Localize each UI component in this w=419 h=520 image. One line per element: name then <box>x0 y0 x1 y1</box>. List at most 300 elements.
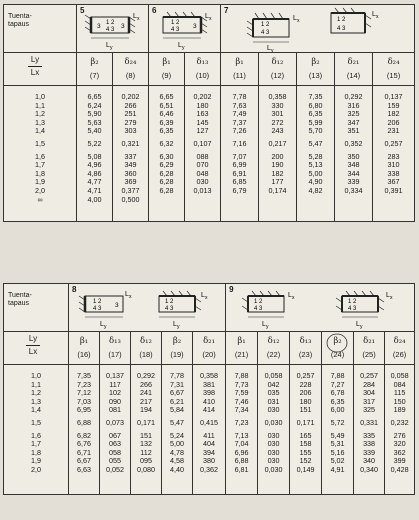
table-cell: 5,00 <box>308 168 323 178</box>
table-cell: 190 <box>271 160 284 170</box>
table-cell: 132 <box>140 439 152 449</box>
table-cell: 1,3 <box>35 117 45 127</box>
table-cell: 5,47 <box>170 417 184 427</box>
svg-text:L: L <box>125 291 129 298</box>
table-cell: 0,358 <box>268 92 287 101</box>
table-cell: 042 <box>267 379 280 389</box>
column-header: δ₂₄ (8) <box>113 53 149 86</box>
table-cell: 0,428 <box>390 464 409 474</box>
svg-text:y: y <box>110 45 113 51</box>
table-cell: 180 <box>196 100 209 110</box>
table-cell: 410 <box>203 396 216 406</box>
table-cell: 5,90 <box>87 109 102 119</box>
table-cell: 151 <box>299 405 312 415</box>
table-cell: 7,12 <box>77 388 91 398</box>
table-cell: 330 <box>271 100 284 110</box>
table-cell: 310 <box>387 160 400 170</box>
table-cell: 0,232 <box>390 417 409 427</box>
table-cell: 1,2 <box>31 388 41 398</box>
table-cell: 7,78 <box>170 371 184 380</box>
table-cell: 6,91 <box>232 168 247 178</box>
table-cell: 155 <box>299 447 312 457</box>
table-cell: 7,23 <box>234 417 249 427</box>
svg-text:3: 3 <box>97 23 101 30</box>
svg-text:4 3: 4 3 <box>254 306 263 312</box>
table-cell: 283 <box>387 151 400 161</box>
table-cell: 316 <box>347 100 360 110</box>
svg-text:1 2: 1 2 <box>165 299 174 305</box>
table-cell: 348 <box>347 160 360 170</box>
table-cell: 325 <box>363 405 376 415</box>
table-cell: 6,35 <box>330 396 345 406</box>
column-header: β₂ (24) <box>322 332 354 365</box>
ratio-denominator: Lx <box>30 68 40 77</box>
table-cell: 1,3 <box>31 396 41 406</box>
table-cell: 7,37 <box>232 117 247 127</box>
column-header: δ₂₄ (26) <box>385 332 415 365</box>
table-cell: 0,202 <box>193 92 212 101</box>
value-column <box>162 365 193 495</box>
table-cell: 1,5 <box>35 138 45 148</box>
table-cell: 1,6 <box>35 151 45 161</box>
table-cell: 206 <box>299 388 312 398</box>
table-cell: 030 <box>267 456 280 466</box>
table-cell: 6,85 <box>232 177 247 187</box>
svg-text:y: y <box>266 324 269 330</box>
table-cell: 243 <box>271 126 284 136</box>
table-cell: 0,257 <box>296 371 315 380</box>
table-cell: 030 <box>267 405 280 415</box>
value-column <box>259 86 297 222</box>
table-cell: 6,00 <box>330 405 345 415</box>
svg-text:4 3: 4 3 <box>165 306 174 312</box>
table-cell: ∞ <box>37 194 43 204</box>
table-cell: 6,29 <box>159 160 174 170</box>
table-cell: 189 <box>393 405 406 415</box>
table-cell: 398 <box>203 388 216 398</box>
table-cell: 4,82 <box>308 185 323 195</box>
table-cell: 0,137 <box>106 371 124 380</box>
svg-text:3: 3 <box>121 23 125 30</box>
table-cell: 127 <box>196 126 209 136</box>
svg-text:L: L <box>356 321 360 328</box>
table-cell: 7,73 <box>234 379 249 389</box>
column-header: β₂ (13) <box>297 53 335 86</box>
table-cell: 340 <box>363 456 376 466</box>
case-number: 8 <box>72 285 77 294</box>
column-header: β₁ (21) <box>226 332 258 365</box>
svg-text:4 3: 4 3 <box>171 27 180 33</box>
svg-text:L: L <box>262 321 266 328</box>
table-cell: 182 <box>271 168 284 178</box>
svg-text:x: x <box>297 18 300 24</box>
table-cell: 6,81 <box>234 464 249 474</box>
svg-text:L: L <box>293 15 297 22</box>
svg-text:L: L <box>178 42 182 49</box>
case-number: 7 <box>224 6 229 15</box>
svg-text:4 3: 4 3 <box>261 30 270 36</box>
table-cell: 0,073 <box>106 417 124 427</box>
table-cell: 381 <box>203 379 216 389</box>
value-column <box>258 365 290 495</box>
table-cell: 0,107 <box>193 138 212 148</box>
svg-text:L: L <box>173 321 177 328</box>
table-cell: 6,24 <box>87 100 102 110</box>
table-cell: 150 <box>393 396 406 406</box>
table-cell: 6,35 <box>308 109 323 119</box>
value-column <box>77 86 113 222</box>
table-cell: 303 <box>124 126 137 136</box>
value-column <box>193 365 226 495</box>
value-column <box>385 365 415 495</box>
table-cell: 0,171 <box>296 417 315 427</box>
table-cell: 070 <box>196 160 209 170</box>
table-cell: 4,00 <box>87 194 102 204</box>
table-cell: 163 <box>196 109 209 119</box>
table-cell: 0,391 <box>384 185 403 195</box>
slab-panel-icon <box>69 284 226 331</box>
table-cell: 117 <box>109 379 121 389</box>
table-cell: 0,292 <box>137 371 155 380</box>
case-5-diagram <box>77 5 149 53</box>
table-cell: 344 <box>347 168 360 178</box>
table-cell: 6,39 <box>159 117 174 127</box>
svg-text:y: y <box>177 324 180 330</box>
svg-text:4 3: 4 3 <box>93 306 102 312</box>
column-header: β₁ (16) <box>69 332 100 365</box>
table-cell: 6,32 <box>159 138 174 148</box>
table-cell: 159 <box>387 100 400 110</box>
table-cell: 0,202 <box>121 92 140 101</box>
table-cell: 1,6 <box>31 430 41 440</box>
table-cell: 5,28 <box>308 151 323 161</box>
table-cell: 4,96 <box>87 160 102 170</box>
ratio-axis-header <box>4 53 77 86</box>
svg-text:L: L <box>288 292 292 299</box>
table-cell: 0,174 <box>268 185 287 195</box>
table-cell: 1,4 <box>31 405 41 415</box>
table-cell: 1,2 <box>35 109 45 119</box>
table-cell: 0,331 <box>360 417 379 427</box>
case-7-diagram <box>221 5 415 53</box>
table-cell: 7,13 <box>234 430 249 440</box>
table-cell: 5,49 <box>330 430 345 440</box>
table-cell: 6,78 <box>330 388 345 398</box>
table-cell: 1,0 <box>35 92 45 101</box>
table-cell: 5,22 <box>87 138 102 148</box>
table-cell: 0,058 <box>264 371 283 380</box>
svg-text:L: L <box>133 13 137 20</box>
table-cell: 088 <box>196 151 209 161</box>
svg-text:x: x <box>129 294 132 300</box>
slab-panel-icon <box>325 5 391 52</box>
table-cell: 217 <box>140 396 152 406</box>
table-cell: 5,84 <box>170 405 184 415</box>
table-cell: 4,58 <box>170 456 184 466</box>
svg-text:1 2: 1 2 <box>348 299 357 305</box>
table-cell: 338 <box>387 168 400 178</box>
column-header: δ₂₁ (25) <box>354 332 385 365</box>
table-cell: 251 <box>124 109 137 119</box>
table-cell: 0,217 <box>268 138 287 148</box>
table-cell: 030 <box>267 447 280 457</box>
table-cell: 279 <box>124 117 137 127</box>
value-column <box>354 365 385 495</box>
table-cell: 6,51 <box>159 100 174 110</box>
svg-text:L: L <box>100 321 104 328</box>
value-column <box>221 86 259 222</box>
table-cell: 1,9 <box>31 456 41 466</box>
svg-text:L: L <box>201 292 205 299</box>
slab-panel-icon <box>77 5 149 52</box>
column-header: δ₂₁ (20) <box>193 332 226 365</box>
table-cell: 362 <box>393 447 406 457</box>
table-cell: 6,30 <box>159 151 174 161</box>
table-cell: 339 <box>363 447 376 457</box>
table-cell: 7,31 <box>170 379 184 389</box>
table-cell: 067 <box>109 430 121 440</box>
table-cell: 7,07 <box>232 151 247 161</box>
value-column <box>69 365 100 495</box>
table-cell: 399 <box>393 456 406 466</box>
column-header: β₂ (7) <box>77 53 113 86</box>
table-cell: 228 <box>299 379 312 389</box>
table-cell: 0,500 <box>121 194 140 204</box>
svg-text:3: 3 <box>115 302 119 309</box>
svg-text:1 2: 1 2 <box>171 20 180 26</box>
table-cell: 2,0 <box>31 464 41 474</box>
table-cell: 272 <box>271 117 284 127</box>
table-cell: 394 <box>203 447 216 457</box>
table-cell: 7,63 <box>232 100 247 110</box>
table-cell: 380 <box>203 456 216 466</box>
svg-text:1 2: 1 2 <box>261 22 270 28</box>
table-cell: 7,03 <box>77 396 91 406</box>
table-cell: 194 <box>140 405 152 415</box>
table-cell: 338 <box>363 439 376 449</box>
svg-text:y: y <box>271 48 274 52</box>
table-cell: 200 <box>271 151 284 161</box>
value-column <box>131 365 162 495</box>
table-cell: 1,4 <box>35 126 45 136</box>
table-cell: 035 <box>267 388 280 398</box>
table-cell: 6,63 <box>77 464 91 474</box>
case-number: 5 <box>80 6 85 15</box>
ratio-axis-header <box>4 332 69 365</box>
column-header: δ₁₃ (17) <box>100 332 131 365</box>
table-cell: 5,02 <box>330 456 345 466</box>
case-9-diagram <box>226 284 415 332</box>
table-cell: 4,77 <box>87 177 102 187</box>
table-cell: 7,88 <box>330 371 345 380</box>
table-cell: 335 <box>363 430 376 440</box>
table-cell: 6,67 <box>77 456 91 466</box>
table-cell: 351 <box>347 126 360 136</box>
table-cell: 0,340 <box>360 464 379 474</box>
coefficient-table-top <box>3 4 414 222</box>
table-cell: 5,63 <box>87 117 102 127</box>
table-cell: 084 <box>393 379 406 389</box>
table-cell: 6,65 <box>87 92 102 101</box>
case-number: 9 <box>229 285 234 294</box>
table-cell: 182 <box>387 109 400 119</box>
table-cell: 177 <box>271 177 284 187</box>
column-header: δ₂₁ (14) <box>335 53 373 86</box>
case-type-header <box>4 284 69 332</box>
slab-panel-icon <box>149 5 221 52</box>
table-cell: 0,415 <box>200 417 219 427</box>
table-cell: 5,00 <box>170 439 184 449</box>
table-cell: 404 <box>203 439 216 449</box>
svg-text:1 2: 1 2 <box>106 20 115 26</box>
table-cell: 4,78 <box>170 447 184 457</box>
table-cell: 4,86 <box>87 168 102 178</box>
table-cell: 0,080 <box>137 464 155 474</box>
case-number: 6 <box>152 6 157 15</box>
table-cell: 1,7 <box>35 160 45 170</box>
table-cell: 4,90 <box>308 177 323 187</box>
table-cell: 5,31 <box>330 439 345 449</box>
value-column <box>373 86 415 222</box>
column-header: δ₁₃ (23) <box>290 332 322 365</box>
ratio-numerator: Ly <box>30 55 40 64</box>
table-cell: 284 <box>363 379 376 389</box>
table-cell: 0,052 <box>106 464 124 474</box>
table-cell: 0,137 <box>384 92 403 101</box>
table-cell: 6,65 <box>159 92 174 101</box>
table-cell: 0,362 <box>200 464 219 474</box>
case-6-diagram <box>149 5 221 53</box>
table-cell: 5,13 <box>308 160 323 170</box>
table-cell: 6,96 <box>234 447 249 457</box>
svg-text:L: L <box>372 11 376 18</box>
table-cell: 055 <box>109 456 121 466</box>
svg-text:x: x <box>209 16 212 22</box>
table-cell: 6,21 <box>170 396 184 406</box>
value-column <box>113 86 149 222</box>
table-cell: 0,058 <box>390 371 409 380</box>
svg-text:L: L <box>106 42 110 49</box>
ratio-column <box>4 365 69 495</box>
table-cell: 5,40 <box>87 126 102 136</box>
value-column <box>185 86 221 222</box>
table-cell: 5,47 <box>308 138 323 148</box>
table-cell: 6,28 <box>159 185 174 195</box>
svg-text:L: L <box>205 13 209 20</box>
table-cell: 339 <box>347 177 360 187</box>
table-cell: 6,28 <box>159 177 174 187</box>
table-cell: 7,46 <box>234 396 249 406</box>
table-cell: 350 <box>347 151 360 161</box>
table-cell: 7,23 <box>77 379 91 389</box>
table-cell: 4,40 <box>170 464 184 474</box>
svg-text:4 3: 4 3 <box>106 27 115 33</box>
column-header: β₁ (9) <box>149 53 185 86</box>
table-cell: 0,334 <box>344 185 363 195</box>
table-cell: 165 <box>299 430 312 440</box>
table-cell: 5,72 <box>330 417 345 427</box>
table-cell: 102 <box>109 388 121 398</box>
slab-panel-icon <box>221 5 341 52</box>
svg-text:y: y <box>360 324 363 330</box>
table-cell: 0,149 <box>296 464 315 474</box>
table-cell: 030 <box>267 430 280 440</box>
table-cell: 266 <box>124 100 137 110</box>
table-cell: 7,04 <box>234 439 249 449</box>
table-cell: 6,76 <box>77 439 91 449</box>
table-cell: 048 <box>196 168 209 178</box>
table-cell: 095 <box>140 456 152 466</box>
table-cell: 320 <box>393 439 406 449</box>
value-column <box>322 365 354 495</box>
table-cell: 151 <box>140 430 152 440</box>
svg-text:L: L <box>267 45 271 52</box>
svg-text:3: 3 <box>193 23 197 30</box>
table-cell: 231 <box>387 126 400 136</box>
table-cell: 347 <box>347 117 360 127</box>
table-cell: 6,35 <box>159 126 174 136</box>
table-cell: 5,70 <box>308 126 323 136</box>
table-cell: 7,27 <box>330 379 345 389</box>
value-column <box>100 365 131 495</box>
ratio-denominator: Lx <box>28 347 38 356</box>
column-header: β₁ (11) <box>221 53 259 86</box>
value-column <box>290 365 322 495</box>
table-cell: 0,292 <box>344 92 363 101</box>
table-cell: 158 <box>299 439 312 449</box>
table-cell: 276 <box>393 430 406 440</box>
table-cell: 7,35 <box>308 92 323 101</box>
column-header: β₂ (19) <box>162 332 193 365</box>
table-cell: 0,257 <box>384 138 403 148</box>
column-header: δ₂₄ (15) <box>373 53 415 86</box>
table-cell: 0,013 <box>193 185 212 195</box>
table-cell: 411 <box>203 430 215 440</box>
table-cell: 6,67 <box>170 388 184 398</box>
table-cell: 301 <box>271 109 284 119</box>
table-cell: 369 <box>124 177 137 187</box>
svg-text:y: y <box>182 45 185 51</box>
table-cell: 6,82 <box>77 430 91 440</box>
svg-text:x: x <box>205 295 208 301</box>
table-cell: 360 <box>124 168 137 178</box>
table-cell: 266 <box>140 379 152 389</box>
table-cell: 325 <box>347 109 360 119</box>
column-header: δ₁₂ (18) <box>131 332 162 365</box>
table-cell: 031 <box>267 396 280 406</box>
column-header: δ₁₂ (22) <box>258 332 290 365</box>
column-header: δ₁₂ (12) <box>259 53 297 86</box>
table-cell: 241 <box>140 388 152 398</box>
table-cell: 081 <box>109 405 121 415</box>
table-cell: 6,71 <box>77 447 91 457</box>
table-cell: 7,59 <box>234 388 249 398</box>
table-cell: 152 <box>299 456 312 466</box>
svg-text:1 2: 1 2 <box>93 299 102 305</box>
table-cell: 0,358 <box>200 371 219 380</box>
svg-text:x: x <box>137 16 140 22</box>
table-cell: 6,79 <box>232 185 247 195</box>
value-column <box>226 365 258 495</box>
table-cell: 030 <box>267 439 280 449</box>
table-cell: 7,35 <box>77 371 91 380</box>
table-cell: 5,16 <box>330 447 345 457</box>
table-cell: 1,8 <box>31 447 41 457</box>
svg-text:4 3: 4 3 <box>348 306 357 312</box>
value-column <box>149 86 185 222</box>
table-cell: 6,88 <box>234 456 249 466</box>
table-cell: 206 <box>387 117 400 127</box>
